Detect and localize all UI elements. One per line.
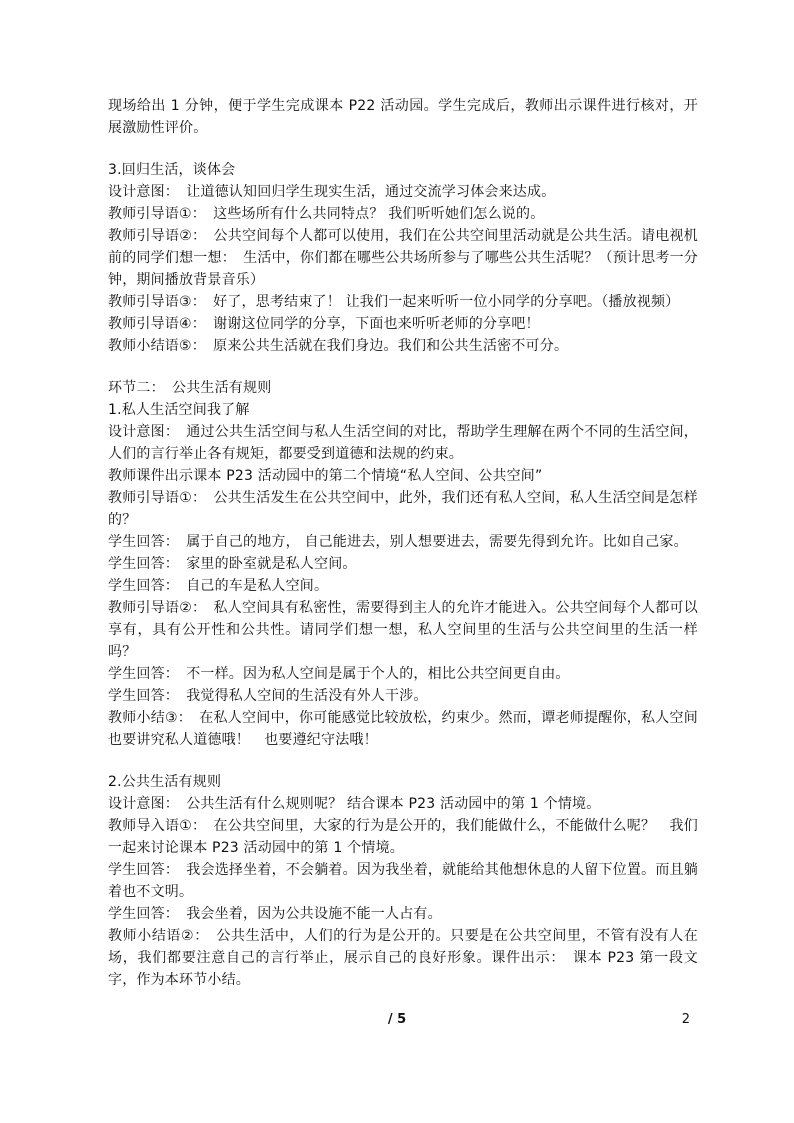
paragraph: 现场给出 1 分钟，便于学生完成课本 P22 活动园。学生完成后，教师出示课件进行核对，开展激励性评价。	[108, 98, 698, 136]
paragraph: 设计意图： 通过公共生活空间与私人生活空间的对比，帮助学生理解在两个不同的生活空间，人们的言行举止各有规矩，都要受到道德和法规的约束。	[108, 424, 698, 462]
paragraph: 教师小结语②： 公共生活中，人们的行为是公开的。只要是在公共空间里，不管有没有人在场，我们都要注意自己的言行举止，展示自己的良好形象。课件出示： 课本 P23 第一段文字，作为本环节小结。	[108, 928, 698, 988]
paragraph: 设计意图： 公共生活有什么规则呢？ 结合课本 P23 活动园中的第 1 个情境。	[108, 796, 601, 812]
section-heading: 环节二： 公共生活有规则	[108, 380, 272, 396]
paragraph: 设计意图： 让道德认知回归学生现实生活，通过交流学习体会来达成。	[108, 184, 556, 200]
page-number: 2	[681, 1012, 690, 1027]
paragraph: 教师导入语①： 在公共空间里，大家的行为是公开的，我们能做什么，不能做什么呢？ 我们一起来讨论课本 P23 活动园中的第 1 个情境。	[108, 818, 698, 856]
paragraph: 教师引导语④： 谢谢这位同学的分享，下面也来听听老师的分享吧！	[108, 316, 540, 332]
paragraph: 教师引导语②： 公共空间每个人都可以使用，我们在公共空间里活动就是公共生活。请电视机前的同学们想一想： 生活中，你们都在哪些公共场所参与了哪些公共生活呢？（预计思考一分钟，期间播放背景音乐）	[108, 228, 698, 288]
paragraph: 学生回答： 我觉得私人空间的生活没有外人干涉。	[108, 688, 428, 704]
paragraph: 教师引导语①： 这些场所有什么共同特点？ 我们听听她们怎么说的。	[108, 206, 545, 222]
paragraph: 教师小结③： 在私人空间中，你可能感觉比较放松，约束少。然而，谭老师提醒你，私人空间也要讲究私人道德哦！ 也要遵纪守法哦！	[108, 710, 698, 748]
subsection-heading: 1.私人生活空间我了解	[108, 402, 250, 418]
paragraph: 教师小结语⑤： 原来公共生活就在我们身边。我们和公共生活密不可分。	[108, 338, 569, 354]
page-total: / 5	[387, 1012, 407, 1027]
paragraph: 学生回答： 家里的卧室就是私人空间。	[108, 556, 357, 572]
paragraph: 教师引导语②： 私人空间具有私密性，需要得到主人的允许才能进入。公共空间每个人都可以享有，具有公开性和公共性。请同学们想一想，私人空间里的生活与公共空间里的生活一样吗？	[108, 600, 698, 660]
paragraph: 学生回答： 不一样。因为私人空间是属于个人的，相比公共空间更自由。	[108, 666, 570, 682]
paragraph: 学生回答： 我会坐着，因为公共设施不能一人占有。	[108, 906, 442, 922]
paragraph: 学生回答： 属于自己的地方， 自己能进去，别人想要进去，需要先得到允许。比如自己家。	[108, 534, 688, 550]
section-heading: 3.回归生活，谈体会	[108, 162, 236, 178]
subsection-heading: 2.公共生活有规则	[108, 774, 222, 790]
paragraph: 教师课件出示课本 P23 活动园中的第二个情境“私人空间、公共空间”	[108, 468, 543, 484]
paragraph: 学生回答： 我会选择坐着，不会躺着。因为我坐着，就能给其他想休息的人留下位置。而且躺着也不文明。	[108, 862, 698, 900]
paragraph: 学生回答： 自己的车是私人空间。	[108, 578, 329, 594]
paragraph: 教师引导语③： 好了，思考结束了！ 让我们一起来听听一位小同学的分享吧。（播放视频）	[108, 294, 680, 310]
paragraph: 教师引导语①： 公共生活发生在公共空间中，此外，我们还有私人空间，私人生活空间是怎样的？	[108, 490, 698, 528]
document-body	[108, 0, 698, 991]
